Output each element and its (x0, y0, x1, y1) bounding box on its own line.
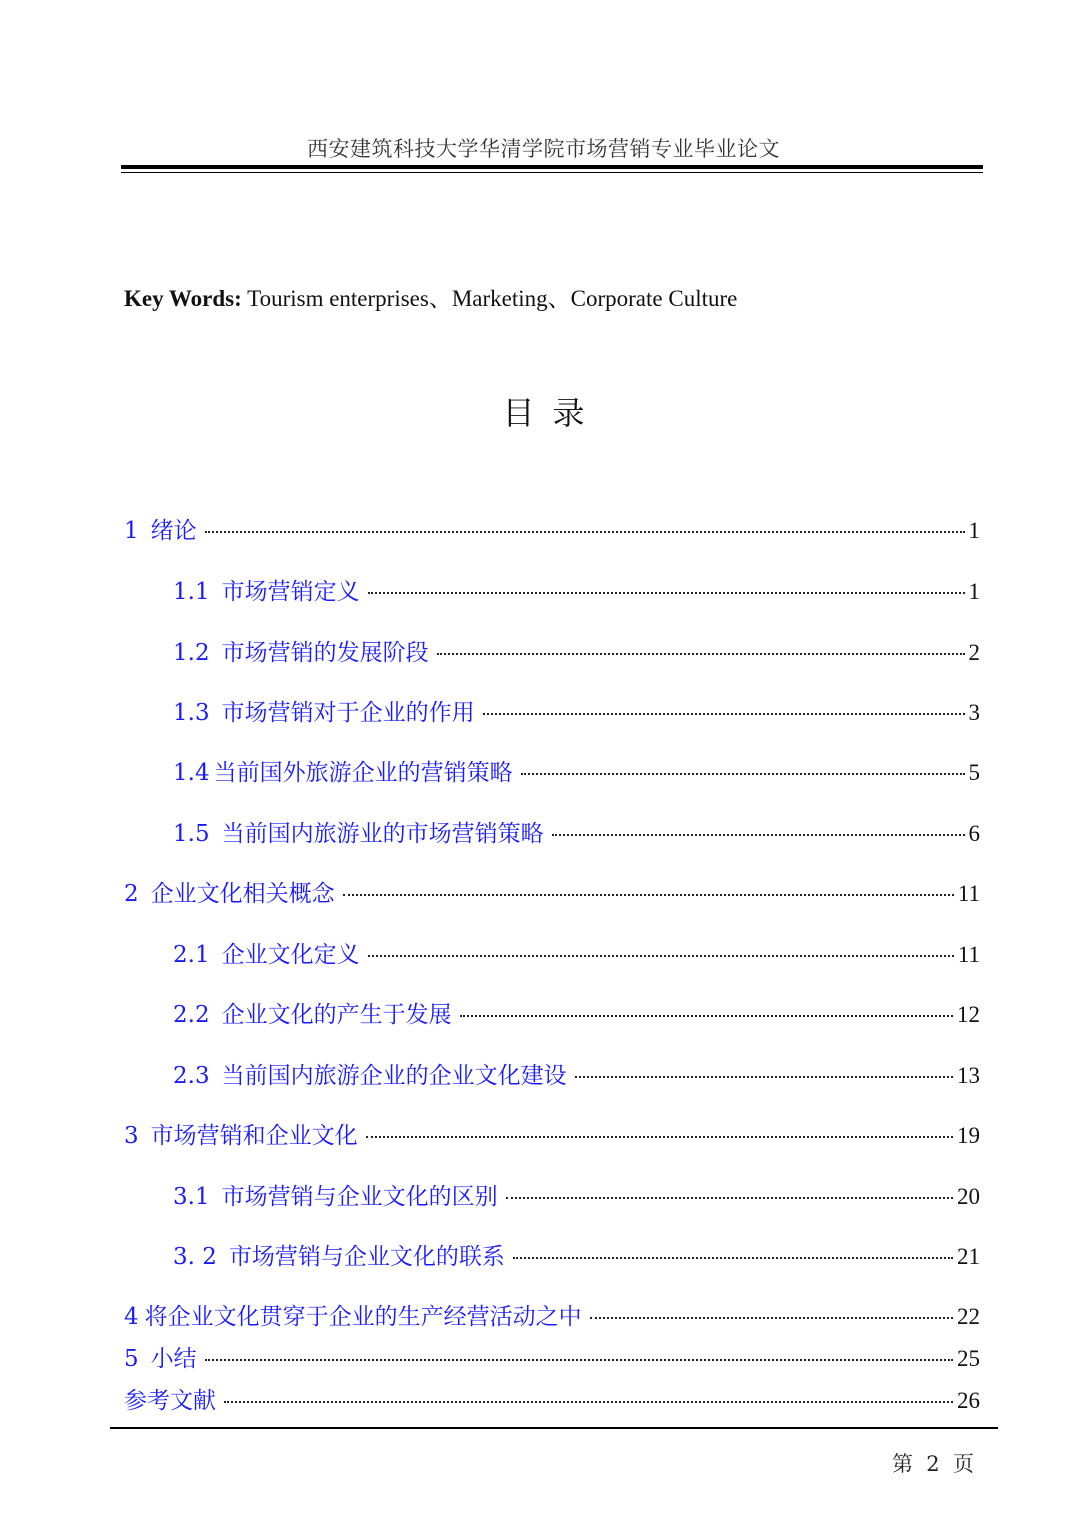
keywords-label: Key Words: (124, 286, 242, 311)
toc-item[interactable] (124, 1382, 980, 1414)
toc-item[interactable] (124, 1298, 980, 1330)
toc-item-page: 11 (957, 942, 980, 967)
toc-item-label: 当前国外旅游企业的营销策略 (213, 760, 513, 786)
toc-item-number: 1.3 (173, 700, 210, 726)
toc-item-page: 19 (957, 1123, 980, 1148)
toc-dot-leader (366, 1136, 953, 1138)
toc-item-label: 小结 (150, 1346, 197, 1372)
toc-item-page: 6 (968, 821, 980, 846)
toc-item-number: 5 (124, 1346, 139, 1372)
toc-item-number: 3 (124, 1123, 139, 1149)
toc-item-label: 当前国内旅游业的市场营销策略 (221, 821, 544, 847)
toc-item-label: 当前国内旅游企业的企业文化建设 (221, 1063, 567, 1089)
header-rule-thin (121, 172, 983, 173)
toc-item[interactable] (173, 1238, 980, 1270)
toc-item-number: 1.1 (173, 579, 210, 605)
toc-item-number: 1.5 (173, 821, 210, 847)
toc-title: 目录 (502, 394, 603, 432)
toc-dot-leader (513, 1257, 953, 1259)
toc-item-label: 企业文化的产生于发展 (221, 1002, 452, 1028)
toc-item-label: 参考文献 (124, 1388, 216, 1414)
toc-dot-leader (368, 955, 954, 957)
toc-item-label: 绪论 (150, 518, 197, 544)
toc-item-page: 12 (957, 1002, 980, 1027)
toc-item-page: 26 (957, 1388, 980, 1413)
toc-item-label: 企业文化定义 (221, 942, 360, 968)
toc-item-page: 1 (968, 579, 980, 604)
toc-dot-leader (590, 1317, 953, 1319)
toc-dot-leader (343, 894, 954, 896)
toc-item[interactable] (124, 1117, 980, 1149)
header-title: 西安建筑科技大学华清学院市场营销专业毕业论文 (307, 137, 780, 161)
toc-item[interactable] (173, 754, 980, 786)
toc-item-number: 3.1 (173, 1184, 210, 1210)
toc-item[interactable] (173, 815, 980, 847)
toc-item-number: 1 (124, 518, 139, 544)
toc-item-page: 11 (957, 881, 980, 906)
toc-dot-leader (521, 773, 965, 775)
toc-item[interactable] (173, 936, 980, 968)
toc-item-number: 2.3 (173, 1063, 210, 1089)
toc-item-label: 市场营销与企业文化的区别 (221, 1184, 498, 1210)
toc-dot-leader (506, 1197, 953, 1199)
toc-item[interactable] (124, 512, 980, 544)
toc-item-label: 市场营销定义 (221, 579, 360, 605)
toc-item[interactable] (173, 996, 980, 1028)
toc-item-number: 2.2 (173, 1002, 210, 1028)
toc-item-page: 22 (957, 1304, 980, 1329)
toc-dot-leader (205, 1359, 953, 1361)
toc-item-number: 2.1 (173, 942, 210, 968)
toc-item-label: 将企业文化贯穿于企业的生产经营活动之中 (144, 1304, 582, 1330)
toc-item-page: 3 (968, 700, 980, 725)
toc-item[interactable] (173, 694, 980, 726)
toc-dot-leader (552, 834, 965, 836)
toc-item[interactable] (173, 634, 980, 666)
keywords-value: Tourism enterprises、Marketing、Corporate Culture (247, 286, 738, 311)
toc-item[interactable] (173, 1178, 980, 1210)
toc-dot-leader (368, 592, 965, 594)
toc-item-number: 3. 2 (173, 1244, 217, 1270)
toc-item[interactable] (173, 1057, 980, 1089)
toc-item[interactable] (124, 875, 980, 907)
footer-rule (110, 1427, 998, 1429)
toc-item-page: 25 (957, 1346, 980, 1371)
toc-item-number: 4 (124, 1304, 139, 1330)
toc-dot-leader (437, 653, 965, 655)
toc-item-page: 20 (957, 1184, 980, 1209)
toc-item-page: 13 (957, 1063, 980, 1088)
header-rule-thick (121, 165, 983, 169)
keywords-line (124, 280, 737, 313)
footer-page-number: 第 2 页 (891, 1452, 974, 1476)
toc-item[interactable] (173, 573, 980, 605)
toc-item-label: 市场营销对于企业的作用 (221, 700, 475, 726)
toc-dot-leader (224, 1401, 953, 1403)
toc-item[interactable] (124, 1340, 980, 1372)
toc-item-number: 1.2 (173, 640, 210, 666)
toc-item-page: 2 (968, 640, 980, 665)
toc-item-number: 2 (124, 881, 139, 907)
toc-item-number: 1.4 (173, 760, 210, 786)
toc-dot-leader (575, 1076, 953, 1078)
toc-item-label: 市场营销的发展阶段 (221, 640, 429, 666)
toc-item-page: 5 (968, 760, 980, 785)
toc-dot-leader (460, 1015, 953, 1017)
toc-item-label: 市场营销和企业文化 (150, 1123, 358, 1149)
toc-item-label: 企业文化相关概念 (150, 881, 335, 907)
toc-dot-leader (483, 713, 965, 715)
toc-item-label: 市场营销与企业文化的联系 (228, 1244, 505, 1270)
toc-item-page: 1 (968, 518, 980, 543)
toc-dot-leader (205, 531, 965, 533)
toc-item-page: 21 (957, 1244, 980, 1269)
